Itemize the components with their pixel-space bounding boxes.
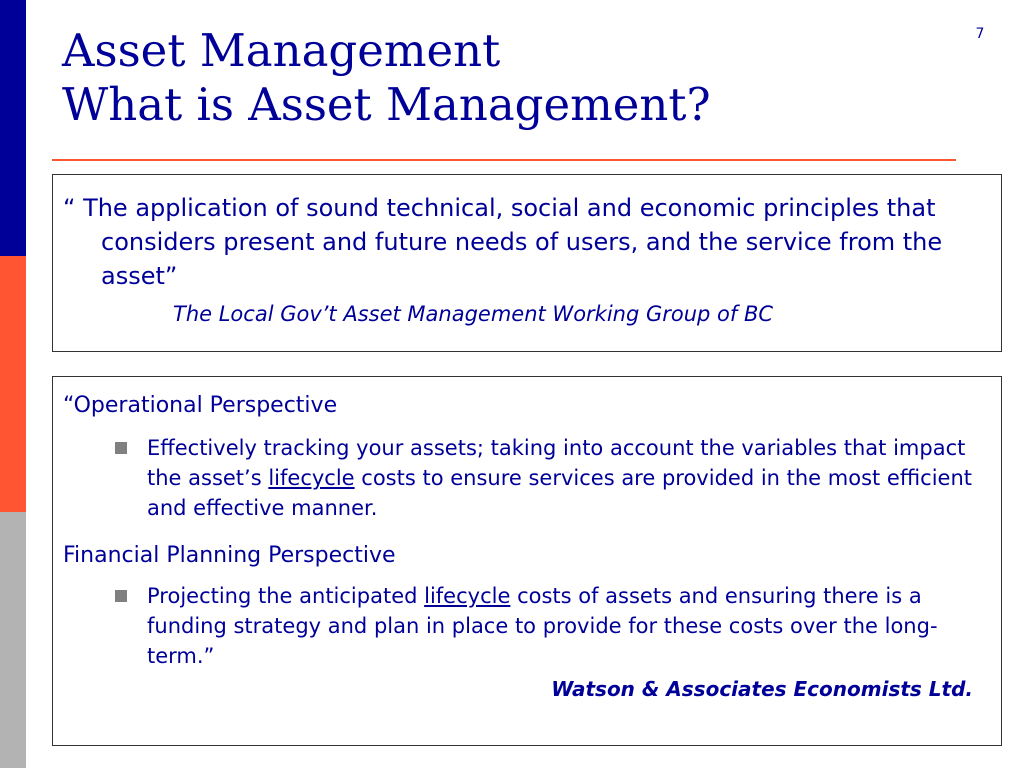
side-bar-orange <box>0 256 26 512</box>
operational-bullet-text <box>115 433 995 523</box>
watson-attribution: Watson & Associates Economists Ltd. <box>551 677 973 701</box>
definition-quote: “ The application of sound technical, social and economic principles that considers present and future needs of users, and the service from the asset” <box>63 194 943 290</box>
slide-title <box>62 24 711 132</box>
financial-bullet-item <box>115 581 995 671</box>
definition-quote-box <box>52 174 1002 352</box>
financial-text-before: Projecting the anticipated <box>147 584 425 608</box>
slide-title-line2: What is Asset Management? <box>62 78 711 131</box>
square-bullet-icon <box>115 442 127 454</box>
operational-text-after: costs to ensure services are provided in the most efficient and effective manner. <box>147 466 972 520</box>
title-divider <box>52 159 956 161</box>
square-bullet-icon <box>115 590 127 602</box>
financial-text-after: costs of assets and ensuring there is a funding strategy and plan in place to provide for these costs over the long-term.” <box>147 584 938 668</box>
slide-number: 7 <box>975 26 985 42</box>
side-bar-blue <box>0 0 26 256</box>
lifecycle-link[interactable]: lifecycle <box>424 584 511 608</box>
quote-attribution: The Local Gov’t Asset Management Working Group of BC <box>173 302 774 326</box>
financial-bullet-text <box>115 581 995 671</box>
perspectives-box <box>52 376 1002 746</box>
operational-bullet-item <box>115 433 995 523</box>
operational-text-before: Effectively tracking your assets; taking into account the variables that impact the asset’s <box>147 436 966 490</box>
slide-title-line1: Asset Management <box>62 24 501 77</box>
operational-heading: “Operational Perspective <box>63 393 338 418</box>
lifecycle-link[interactable]: lifecycle <box>268 466 355 490</box>
financial-heading: Financial Planning Perspective <box>63 543 396 568</box>
side-bar-gray <box>0 512 26 768</box>
